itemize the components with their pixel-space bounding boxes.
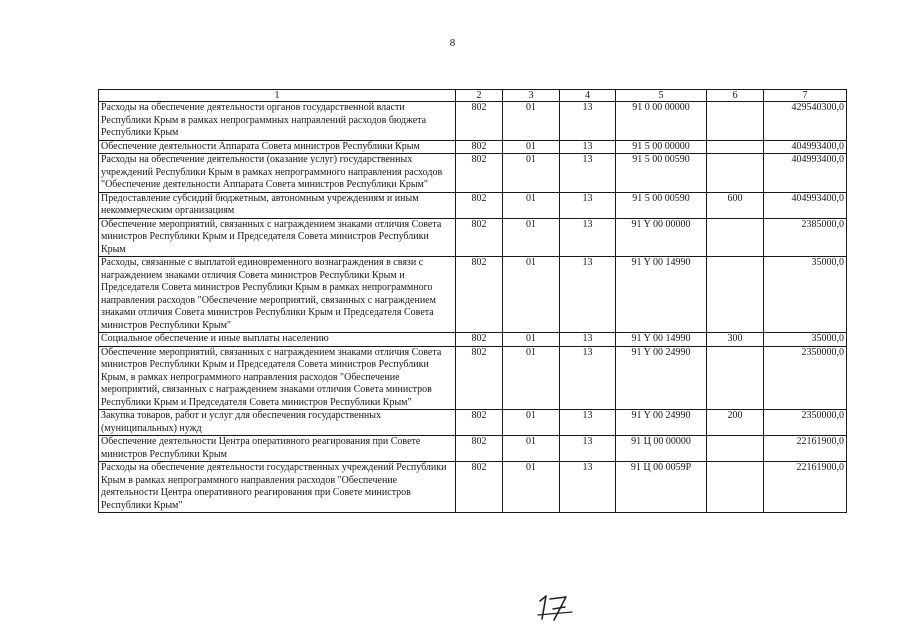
amount-cell: 35000,0 (764, 257, 847, 333)
subsection-code-cell: 13 (560, 333, 616, 347)
table-row (99, 346, 847, 410)
subsection-code-cell: 13 (560, 192, 616, 218)
row-name-cell: Расходы на обеспечение деятельности органов государственной власти Республики Крым в рамках непрограммных направлений расходов бюджета Республики Крым (99, 102, 456, 141)
chapter-code-cell: 01 (503, 192, 560, 218)
table-row (99, 102, 847, 141)
table-row (99, 410, 847, 436)
target-code-cell: 91 Y 00 14990 (616, 333, 707, 347)
subsection-code-cell: 13 (560, 140, 616, 154)
table-row (99, 257, 847, 333)
section-code-cell: 802 (456, 102, 503, 141)
expense-type-cell (707, 346, 764, 410)
subsection-code-cell: 13 (560, 102, 616, 141)
amount-cell: 22161900,0 (764, 436, 847, 462)
row-name-cell: Обеспечение деятельности Центра оперативного реагирования при Совете министров Республики Крым (99, 436, 456, 462)
row-name-cell: Расходы на обеспечение деятельности государственных учреждений Республики Крым в рамках непрограммного направления расходов "Обеспечение деятельности Центра оперативного реагирования при Совете министров Республики Крым" (99, 462, 456, 513)
amount-cell: 2350000,0 (764, 346, 847, 410)
amount-cell: 404993400,0 (764, 192, 847, 218)
section-code-cell: 802 (456, 154, 503, 193)
subsection-code-cell: 13 (560, 218, 616, 257)
header-cell: 2 (456, 90, 503, 102)
table-row (99, 154, 847, 193)
chapter-code-cell: 01 (503, 436, 560, 462)
row-name-cell: Обеспечение деятельности Аппарата Совета министров Республики Крым (99, 140, 456, 154)
target-code-cell: 91 5 00 00590 (616, 192, 707, 218)
table-header-row (99, 90, 847, 102)
target-code-cell: 91 Y 00 00000 (616, 218, 707, 257)
amount-cell: 404993400,0 (764, 140, 847, 154)
amount-cell: 429540300,0 (764, 102, 847, 141)
handwritten-page-mark (536, 591, 576, 623)
row-name-cell: Обеспечение мероприятий, связанных с награждением знаками отличия Совета министров Республики Крым и Председателя Совета министров Республики Крым, в рамках непрограммного направления расходов "Обеспечение мероприятий, связанных с награждением знаками отличия Совета министров Республики Крым и Председателя Совета министров Республики Крым" (99, 346, 456, 410)
chapter-code-cell: 01 (503, 218, 560, 257)
header-cell: 4 (560, 90, 616, 102)
table-body (99, 102, 847, 513)
amount-cell: 2385000,0 (764, 218, 847, 257)
header-cell: 3 (503, 90, 560, 102)
expense-type-cell (707, 154, 764, 193)
expense-type-cell (707, 102, 764, 141)
target-code-cell: 91 Ц 00 00000 (616, 436, 707, 462)
chapter-code-cell: 01 (503, 140, 560, 154)
target-code-cell: 91 5 00 00000 (616, 140, 707, 154)
header-cell: 6 (707, 90, 764, 102)
target-code-cell: 91 Ц 00 0059Р (616, 462, 707, 513)
section-code-cell: 802 (456, 192, 503, 218)
target-code-cell: 91 Y 00 14990 (616, 257, 707, 333)
target-code-cell: 91 0 00 00000 (616, 102, 707, 141)
section-code-cell: 802 (456, 140, 503, 154)
expense-type-cell (707, 436, 764, 462)
chapter-code-cell: 01 (503, 257, 560, 333)
section-code-cell: 802 (456, 410, 503, 436)
header-cell: 5 (616, 90, 707, 102)
row-name-cell: Расходы на обеспечение деятельности (оказание услуг) государственных учреждений Республики Крым в рамках непрограммного направления расходов "Обеспечение деятельности Аппарата Совета министров Республики Крым" (99, 154, 456, 193)
row-name-cell: Предоставление субсидий бюджетным, автономным учреждениям и иным некоммерческим организациям (99, 192, 456, 218)
expense-type-cell (707, 257, 764, 333)
chapter-code-cell: 01 (503, 333, 560, 347)
row-name-cell: Обеспечение мероприятий, связанных с награждением знаками отличия Совета министров Республики Крым и Председателя Совета министров Республики Крым (99, 218, 456, 257)
target-code-cell: 91 5 00 00590 (616, 154, 707, 193)
subsection-code-cell: 13 (560, 410, 616, 436)
expense-type-cell (707, 462, 764, 513)
expense-type-cell: 300 (707, 333, 764, 347)
target-code-cell: 91 Y 00 24990 (616, 410, 707, 436)
target-code-cell: 91 Y 00 24990 (616, 346, 707, 410)
table-row (99, 192, 847, 218)
subsection-code-cell: 13 (560, 257, 616, 333)
table-row (99, 218, 847, 257)
table-row (99, 436, 847, 462)
amount-cell: 2350000,0 (764, 410, 847, 436)
amount-cell: 22161900,0 (764, 462, 847, 513)
section-code-cell: 802 (456, 436, 503, 462)
chapter-code-cell: 01 (503, 410, 560, 436)
chapter-code-cell: 01 (503, 102, 560, 141)
section-code-cell: 802 (456, 257, 503, 333)
row-name-cell: Расходы, связанные с выплатой единовременного вознаграждения в связи с награждением знаками отличия Совета министров Республики Крым и Председателя Совета министров Республики Крым в рамках непрограммного направления расходов "Обеспечение мероприятий, связанных с награждением знаками отличия Совета министров Республики Крым и Председателя Совета министров Республики Крым" (99, 257, 456, 333)
table-row (99, 462, 847, 513)
amount-cell: 404993400,0 (764, 154, 847, 193)
expense-type-cell (707, 218, 764, 257)
page-number: 8 (449, 37, 456, 49)
expense-type-cell: 200 (707, 410, 764, 436)
chapter-code-cell: 01 (503, 154, 560, 193)
chapter-code-cell: 01 (503, 462, 560, 513)
row-name-cell: Социальное обеспечение и иные выплаты населению (99, 333, 456, 347)
chapter-code-cell: 01 (503, 346, 560, 410)
expense-type-cell: 600 (707, 192, 764, 218)
table-row (99, 140, 847, 154)
row-name-cell: Закупка товаров, работ и услуг для обеспечения государственных (муниципальных) нужд (99, 410, 456, 436)
subsection-code-cell: 13 (560, 462, 616, 513)
expense-type-cell (707, 140, 764, 154)
table-row (99, 333, 847, 347)
subsection-code-cell: 13 (560, 154, 616, 193)
header-cell: 1 (99, 90, 456, 102)
section-code-cell: 802 (456, 218, 503, 257)
budget-table (98, 89, 847, 513)
header-cell: 7 (764, 90, 847, 102)
amount-cell: 35000,0 (764, 333, 847, 347)
section-code-cell: 802 (456, 346, 503, 410)
section-code-cell: 802 (456, 333, 503, 347)
subsection-code-cell: 13 (560, 436, 616, 462)
subsection-code-cell: 13 (560, 346, 616, 410)
section-code-cell: 802 (456, 462, 503, 513)
